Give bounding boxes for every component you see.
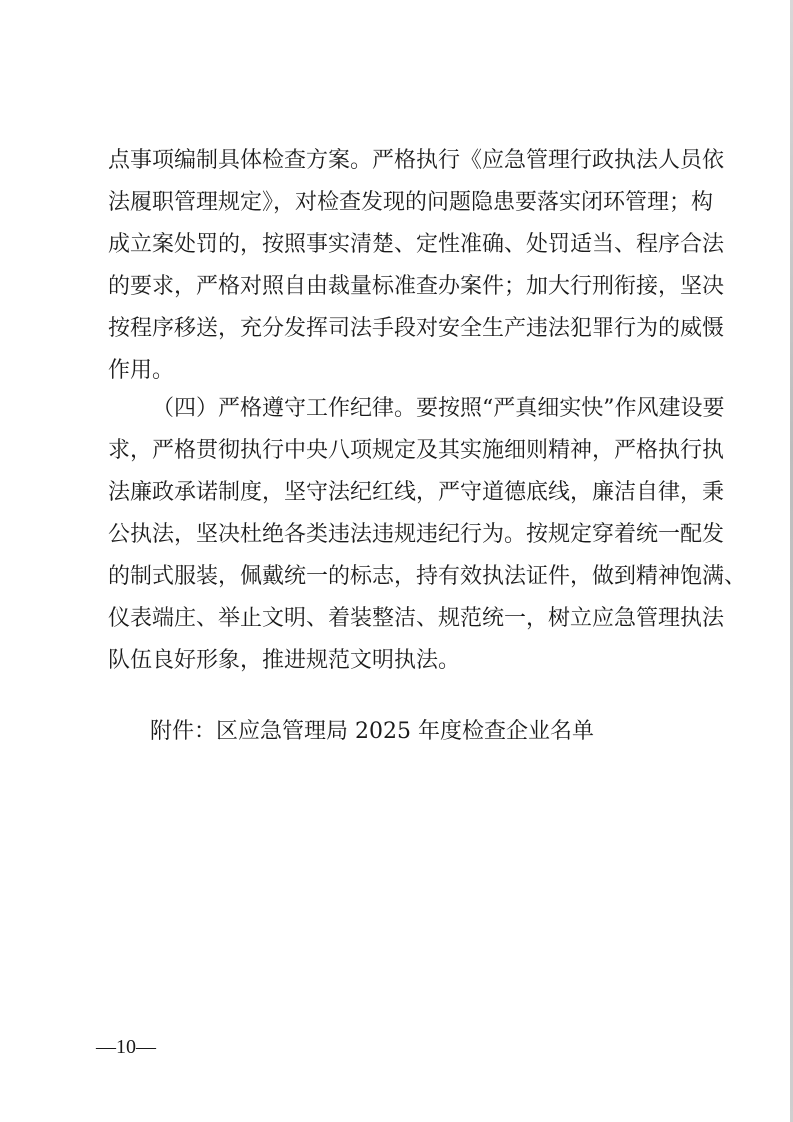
paragraph-line: 求，严格贯彻执行中央八项规定及其实施细则精神，严格执行执 bbox=[108, 438, 725, 463]
paragraph-line: 作用。 bbox=[108, 358, 175, 383]
paragraph-line: 仪表端庄、举止文明、着装整洁、规范统一，树立应急管理执法 bbox=[108, 606, 725, 631]
attachment-note: 附件：区应急管理局 2025 年度检查企业名单 bbox=[150, 719, 594, 744]
paragraph-line: 法履职管理规定》，对检查发现的问题隐患要落实闭环管理；构 bbox=[108, 190, 714, 215]
paragraph-line: 队伍良好形象，推进规范文明执法。 bbox=[108, 648, 461, 673]
paragraph-line: 成立案处罚的，按照事实清楚、定性准确、处罚适当、程序合法 bbox=[108, 232, 725, 257]
page-number: —10— bbox=[96, 1036, 156, 1058]
section-heading-line: （四）严格遵守工作纪律。要按照“严真细实快”作风建设要 bbox=[152, 396, 725, 421]
paragraph-line: 的制式服装，佩戴统一的标志，持有效执法证件，做到精神饱满、 bbox=[108, 564, 747, 589]
paragraph-line: 的要求，严格对照自由裁量标准查办案件；加大行刑衔接，坚决 bbox=[108, 274, 725, 299]
paragraph-line: 按程序移送，充分发挥司法手段对安全生产违法犯罪行为的威慑 bbox=[108, 316, 725, 341]
paragraph-line: 法廉政承诺制度，坚守法纪红线，严守道德底线，廉洁自律，秉 bbox=[108, 480, 725, 505]
paragraph-line: 点事项编制具体检查方案。严格执行《应急管理行政执法人员依 bbox=[108, 148, 725, 173]
paragraph-line: 公执法，坚决杜绝各类违法违规违纪行为。按规定穿着统一配发 bbox=[108, 522, 725, 547]
